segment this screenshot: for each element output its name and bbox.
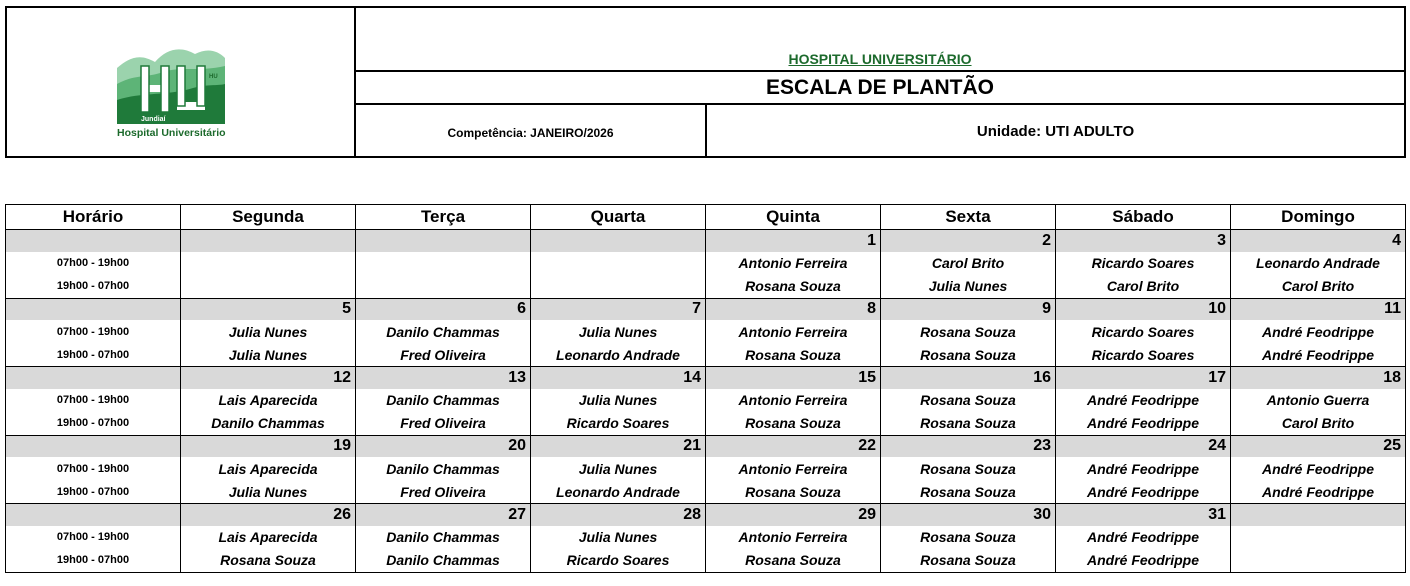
shift-time-label: 07h00 - 19h00: [6, 389, 181, 412]
day-number: 10: [1056, 298, 1231, 320]
staff-name-cell: André Feodrippe: [1056, 549, 1231, 573]
shift-time-label: 19h00 - 07h00: [6, 412, 181, 436]
staff-name-cell: Julia Nunes: [181, 320, 356, 343]
staff-name-cell: Ricardo Soares: [1056, 252, 1231, 275]
competencia-label: Competência: JANEIRO/2026: [356, 105, 707, 156]
shift-row-night: [6, 275, 1406, 299]
date-cell-empty: [6, 298, 181, 320]
staff-name-cell: Rosana Souza: [706, 549, 881, 573]
staff-name-cell: André Feodrippe: [1056, 412, 1231, 436]
day-number: 1: [706, 230, 881, 252]
shift-time-label: 07h00 - 19h00: [6, 320, 181, 343]
staff-name-cell: Antonio Ferreira: [706, 320, 881, 343]
shift-time-label: 07h00 - 19h00: [6, 457, 181, 480]
staff-name-cell: Ricardo Soares: [531, 549, 706, 573]
staff-name-cell: Rosana Souza: [881, 549, 1056, 573]
week-date-row: [6, 435, 1406, 457]
staff-name-cell: Rosana Souza: [706, 412, 881, 436]
staff-name-cell: Ricardo Soares: [531, 412, 706, 436]
staff-name-cell: Rosana Souza: [881, 457, 1056, 480]
day-number: [531, 230, 706, 252]
day-number: 18: [1231, 367, 1406, 389]
shift-row-day: [6, 320, 1406, 343]
date-cell-empty: [6, 367, 181, 389]
staff-name-cell: Rosana Souza: [881, 343, 1056, 367]
staff-name-cell: Rosana Souza: [881, 389, 1056, 412]
shift-row-day: [6, 252, 1406, 275]
hospital-logo: [111, 44, 231, 144]
staff-name-cell: Carol Brito: [1231, 275, 1406, 299]
column-header: Segunda: [181, 205, 356, 230]
logo-cell: [7, 8, 356, 156]
staff-name-cell: Antonio Ferreira: [706, 252, 881, 275]
day-number: 11: [1231, 298, 1406, 320]
staff-name-cell: Julia Nunes: [531, 457, 706, 480]
week-date-row: [6, 504, 1406, 526]
day-number: 26: [181, 504, 356, 526]
page-title: ESCALA DE PLANTÃO: [356, 72, 1404, 105]
day-number: [1231, 504, 1406, 526]
day-number: 5: [181, 298, 356, 320]
logo-main-text: Hospital Universitário: [117, 127, 226, 139]
staff-name-cell: [531, 252, 706, 275]
staff-name-cell: Antonio Guerra: [1231, 389, 1406, 412]
staff-name-cell: Danilo Chammas: [181, 412, 356, 436]
staff-name-cell: Julia Nunes: [181, 343, 356, 367]
staff-name-cell: Danilo Chammas: [356, 320, 531, 343]
table-header-row: [6, 205, 1406, 230]
date-cell-empty: [6, 435, 181, 457]
date-cell-empty: [6, 504, 181, 526]
staff-name-cell: Antonio Ferreira: [706, 389, 881, 412]
shift-row-day: [6, 526, 1406, 549]
staff-name-cell: André Feodrippe: [1231, 343, 1406, 367]
staff-name-cell: André Feodrippe: [1231, 480, 1406, 504]
shift-time-label: 07h00 - 19h00: [6, 526, 181, 549]
staff-name-cell: Fred Oliveira: [356, 480, 531, 504]
staff-name-cell: Julia Nunes: [181, 480, 356, 504]
day-number: 19: [181, 435, 356, 457]
day-number: 3: [1056, 230, 1231, 252]
column-header: Sábado: [1056, 205, 1231, 230]
logo-monogram: HU: [209, 74, 218, 80]
shift-time-label: 19h00 - 07h00: [6, 549, 181, 573]
shift-schedule-table: [5, 204, 1406, 573]
document-header: [5, 6, 1406, 158]
shift-row-day: [6, 457, 1406, 480]
staff-name-cell: Carol Brito: [881, 252, 1056, 275]
shift-row-night: [6, 549, 1406, 573]
staff-name-cell: Rosana Souza: [881, 412, 1056, 436]
staff-name-cell: Lais Aparecida: [181, 457, 356, 480]
day-number: 15: [706, 367, 881, 389]
staff-name-cell: [181, 252, 356, 275]
staff-name-cell: André Feodrippe: [1056, 389, 1231, 412]
staff-name-cell: Rosana Souza: [881, 526, 1056, 549]
staff-name-cell: [1231, 526, 1406, 549]
staff-name-cell: Julia Nunes: [531, 389, 706, 412]
staff-name-cell: Danilo Chammas: [356, 549, 531, 573]
day-number: 20: [356, 435, 531, 457]
staff-name-cell: Antonio Ferreira: [706, 457, 881, 480]
day-number: 22: [706, 435, 881, 457]
column-header: Domingo: [1231, 205, 1406, 230]
shift-row-night: [6, 343, 1406, 367]
day-number: 9: [881, 298, 1056, 320]
day-number: 2: [881, 230, 1056, 252]
staff-name-cell: Danilo Chammas: [356, 457, 531, 480]
staff-name-cell: André Feodrippe: [1056, 457, 1231, 480]
staff-name-cell: Fred Oliveira: [356, 343, 531, 367]
day-number: 12: [181, 367, 356, 389]
staff-name-cell: Rosana Souza: [706, 275, 881, 299]
column-header: Terça: [356, 205, 531, 230]
staff-name-cell: Julia Nunes: [531, 526, 706, 549]
day-number: 16: [881, 367, 1056, 389]
staff-name-cell: Leonardo Andrade: [531, 480, 706, 504]
day-number: 24: [1056, 435, 1231, 457]
staff-name-cell: Carol Brito: [1056, 275, 1231, 299]
staff-name-cell: Rosana Souza: [706, 343, 881, 367]
day-number: 25: [1231, 435, 1406, 457]
day-number: 4: [1231, 230, 1406, 252]
staff-name-cell: Leonardo Andrade: [531, 343, 706, 367]
day-number: 31: [1056, 504, 1231, 526]
staff-name-cell: Fred Oliveira: [356, 412, 531, 436]
day-number: 17: [1056, 367, 1231, 389]
staff-name-cell: Antonio Ferreira: [706, 526, 881, 549]
day-number: 8: [706, 298, 881, 320]
staff-name-cell: Rosana Souza: [706, 480, 881, 504]
day-number: 27: [356, 504, 531, 526]
staff-name-cell: Ricardo Soares: [1056, 320, 1231, 343]
schedule-body: [6, 230, 1406, 573]
shift-row-day: [6, 389, 1406, 412]
hospital-name-cell: [356, 8, 1404, 72]
day-number: 21: [531, 435, 706, 457]
staff-name-cell: [531, 275, 706, 299]
staff-name-cell: Lais Aparecida: [181, 526, 356, 549]
staff-name-cell: André Feodrippe: [1056, 526, 1231, 549]
staff-name-cell: [356, 275, 531, 299]
staff-name-cell: Julia Nunes: [531, 320, 706, 343]
logo-small-text: Jundiaí: [141, 116, 166, 123]
week-date-row: [6, 230, 1406, 252]
shift-row-night: [6, 480, 1406, 504]
day-number: 14: [531, 367, 706, 389]
day-number: 23: [881, 435, 1056, 457]
shift-time-label: 19h00 - 07h00: [6, 480, 181, 504]
staff-name-cell: Rosana Souza: [881, 480, 1056, 504]
unidade-label: Unidade: UTI ADULTO: [976, 123, 1135, 140]
week-date-row: [6, 367, 1406, 389]
staff-name-cell: André Feodrippe: [1231, 457, 1406, 480]
shift-time-label: 07h00 - 19h00: [6, 252, 181, 275]
column-header: Quarta: [531, 205, 706, 230]
day-number: 6: [356, 298, 531, 320]
column-header: Sexta: [881, 205, 1056, 230]
day-number: 7: [531, 298, 706, 320]
staff-name-cell: Danilo Chammas: [356, 526, 531, 549]
staff-name-cell: André Feodrippe: [1231, 320, 1406, 343]
staff-name-cell: [1231, 549, 1406, 573]
staff-name-cell: Danilo Chammas: [356, 389, 531, 412]
date-cell-empty: [6, 230, 181, 252]
staff-name-cell: [181, 275, 356, 299]
staff-name-cell: Ricardo Soares: [1056, 343, 1231, 367]
day-number: [356, 230, 531, 252]
staff-name-cell: Leonardo Andrade: [1231, 252, 1406, 275]
staff-name-cell: André Feodrippe: [1056, 480, 1231, 504]
staff-name-cell: Lais Aparecida: [181, 389, 356, 412]
column-header: Quinta: [706, 205, 881, 230]
staff-name-cell: Rosana Souza: [881, 320, 1056, 343]
staff-name-cell: Rosana Souza: [181, 549, 356, 573]
shift-row-night: [6, 412, 1406, 436]
day-number: 30: [881, 504, 1056, 526]
week-date-row: [6, 298, 1406, 320]
day-number: [181, 230, 356, 252]
staff-name-cell: Carol Brito: [1231, 412, 1406, 436]
column-header: Horário: [6, 205, 181, 230]
shift-time-label: 19h00 - 07h00: [6, 343, 181, 367]
day-number: 28: [531, 504, 706, 526]
staff-name-cell: [356, 252, 531, 275]
hospital-name: HOSPITAL UNIVERSITÁRIO: [788, 51, 972, 67]
shift-time-label: 19h00 - 07h00: [6, 275, 181, 299]
day-number: 29: [706, 504, 881, 526]
staff-name-cell: Julia Nunes: [881, 275, 1056, 299]
day-number: 13: [356, 367, 531, 389]
